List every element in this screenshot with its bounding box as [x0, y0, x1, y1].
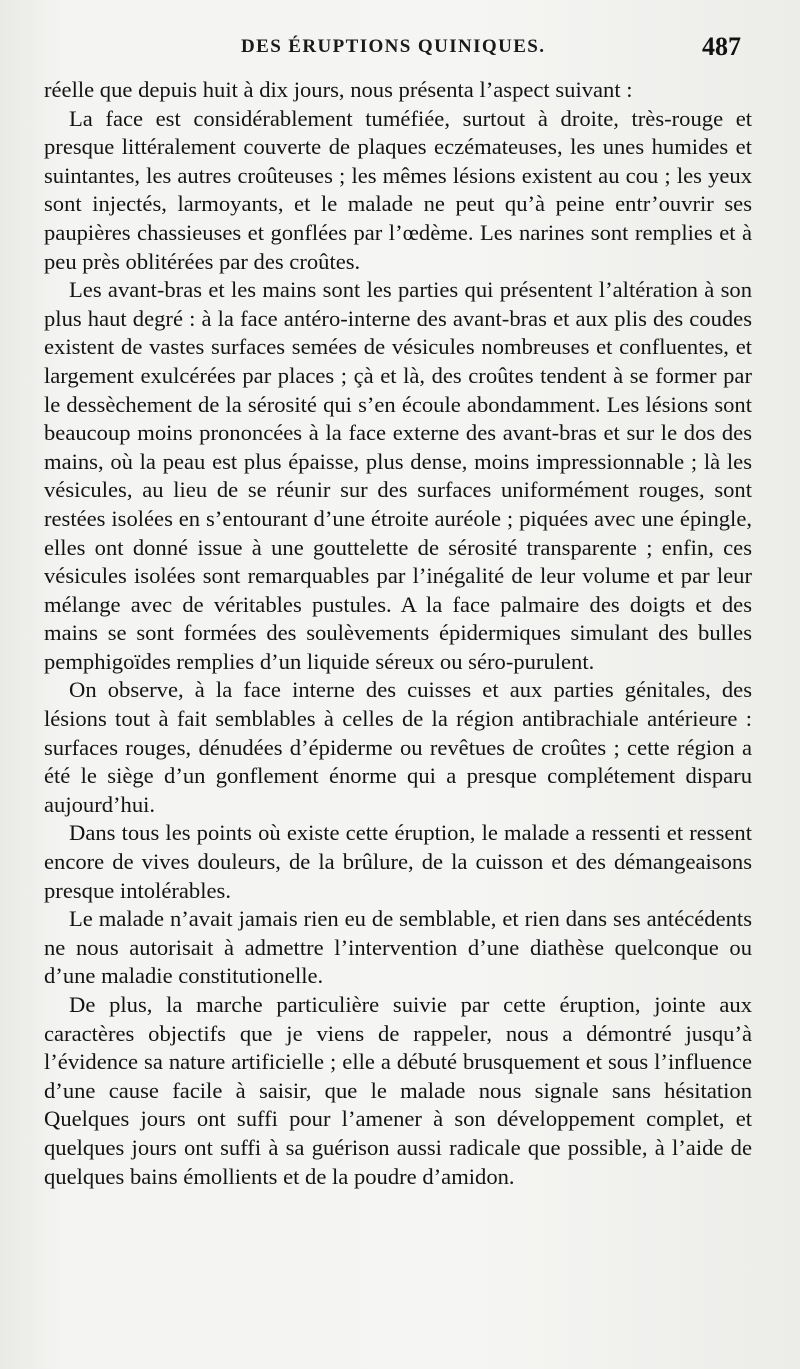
body-text [44, 76, 752, 1191]
paragraph: De plus, la marche particulière suivie par cette éruption, jointe aux caractères objectifs que je viens de rappeler, nous a démontré jusqu’à l’évidence sa nature artificielle ; elle a débuté brusquement et sous l’influence d’une cause facile à saisir, que le malade nous signale sans hésitation Quelques jours ont suffi pour l’amener à son développement complet, et quelques jours ont suffi à sa guérison aussi radicale que possible, à l’aide de quelques bains émollients et de la poudre d’amidon. [44, 992, 752, 1189]
paragraph: La face est considérablement tuméfiée, surtout à droite, très-rouge et presque littéralement couverte de plaques eczémateuses, les unes humides et suintantes, les autres croûteuses ; les mêmes lésions existent au cou ; les yeux sont injectés, larmoyants, et le malade ne peut qu’à peine entr’ouvrir ses paupières chassieuses et gonflées par l’œdème. Les narines sont remplies et à peu près oblitérées par des croûtes. [44, 105, 752, 274]
paragraph: Les avant-bras et les mains sont les parties qui présentent l’altération à son plus haut degré : à la face antéro-interne des avant-bras et aux plis des coudes existent de vastes surfaces semées de vésicules nombreuses et confluentes, et largement exulcérées par places ; çà et là, des croûtes tendent à se former par le dessèchement de la sérosité qui s’en écoule abondamment. Les lésions sont beaucoup moins prononcées à la face externe des avant-bras et sur le dos des mains, où la peau est plus épaisse, plus dense, moins impressionnable ; là les vésicules, au lieu de se réunir sur des surfaces uniformément rouges, sont restées isolées en s’entourant d’une étroite auréole ; piquées avec une épingle, elles ont donné issue à une gouttelette de sérosité transparente ; enfin, ces vésicules isolées sont remarquables par l’inégalité de leur volume et par leur mélange avec de véritables pustules. A la face palmaire des doigts et des mains se sont formées des soulèvements épidermiques simulant des bulles pemphigoïdes remplies d’un liquide séreux ou séro-purulent. [44, 277, 752, 674]
paragraph: On observe, à la face interne des cuisses et aux parties génitales, des lésions tout à fait semblables à celles de la région antibrachiale antérieure : surfaces rouges, dénudées d’épiderme ou revêtues de croûtes ; cette région a été le siège d’un gonflement énorme qui a presque complétement disparu aujourd’hui. [44, 677, 752, 817]
paragraph: Dans tous les points où existe cette éruption, le malade a ressenti et ressent encore de vives douleurs, de la brûlure, de la cuisson et des démangeaisons presque intolérables. [44, 820, 752, 903]
running-head: DES ÉRUPTIONS QUINIQUES. [241, 36, 546, 57]
page-number: 487 [702, 32, 741, 61]
paragraph: réelle que depuis huit à dix jours, nous présenta l’aspect suivant : [44, 77, 633, 102]
page-header [0, 34, 800, 74]
paragraph: Le malade n’avait jamais rien eu de semblable, et rien dans ses antécédents ne nous autorisait à admettre l’intervention d’une diathèse quelconque ou d’une maladie constitutionelle. [44, 906, 752, 989]
